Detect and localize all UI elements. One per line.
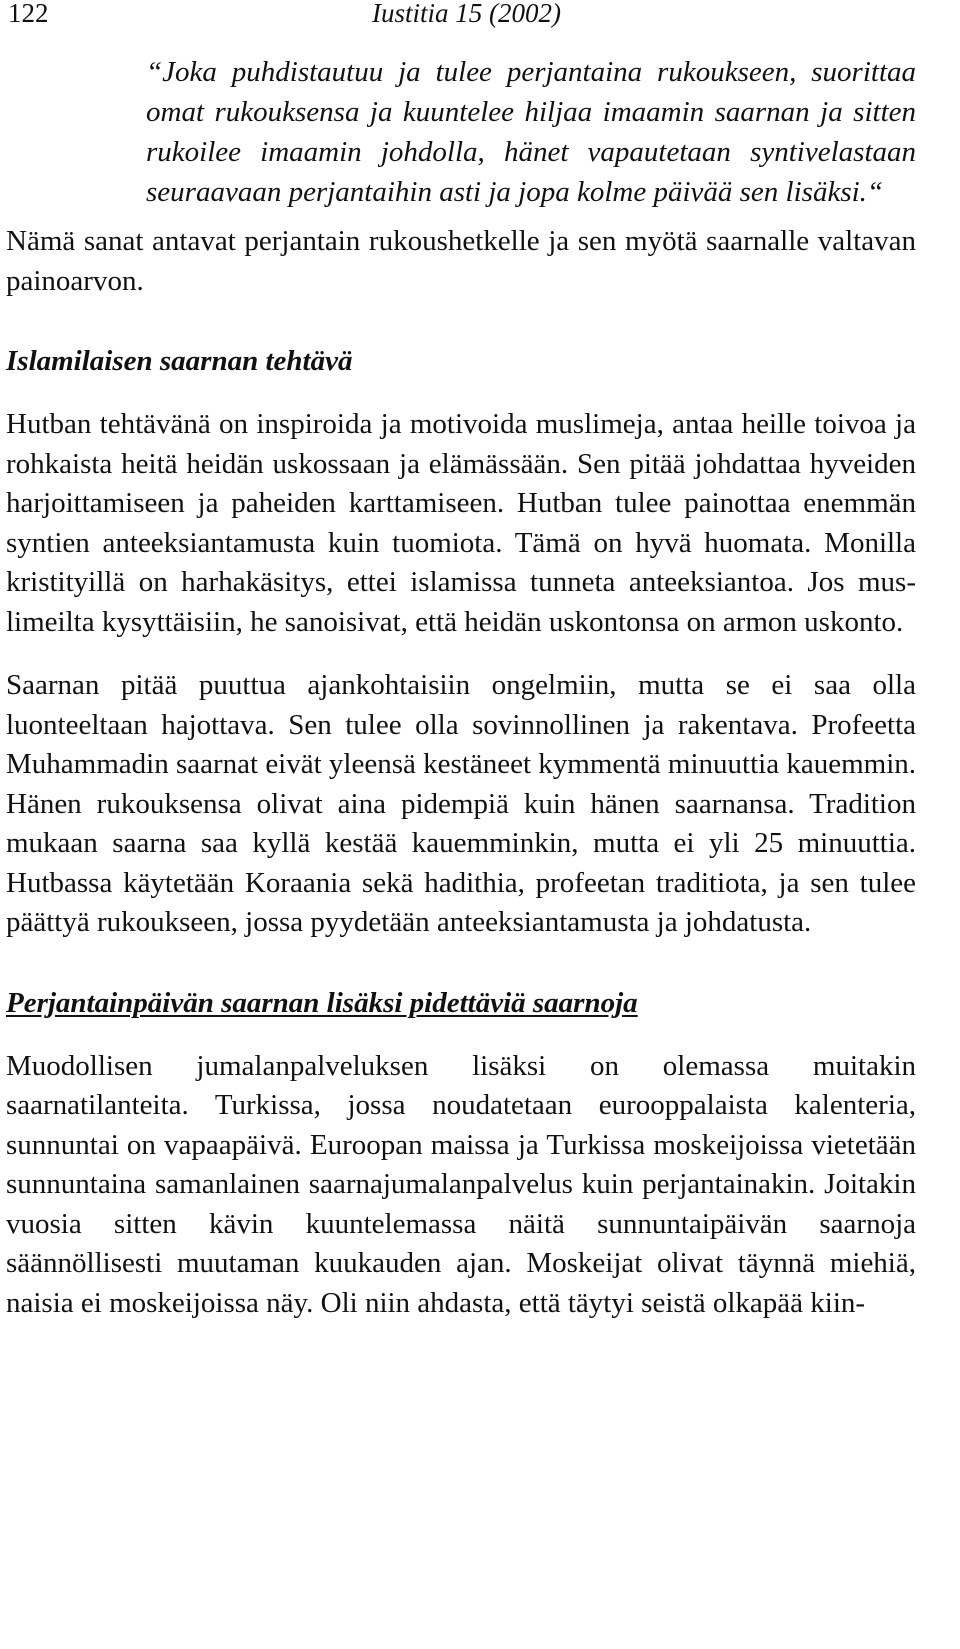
section1-paragraph-2: Saarnan pitää puuttua ajankohtaisiin ongelmiin, mutta se ei saa olla luonteeltaan hajottava. Sen tulee olla sovinnollinen ja rakentava. Profeetta Muhammadin saarnat eivät yleensä kestäneet kymmentä minuuttia kauemmin. Hänen rukouksensa olivat aina pidempiä kuin hänen saarnansa. Tradition mukaan saarna saa kyllä kestää kauemminkin, mutta ei yli 25 minuuttia. Hutbassa käytetään Koraania sekä hadithia, profeetan traditiota, ja sen tulee päättyä rukoukseen, jossa pyydetään anteeksiantamusta ja johdatusta. xyxy=(6,669,917,938)
section-heading-2: Perjantainpäivän saarnan lisäksi pidettäviä saarnoja xyxy=(6,986,638,1019)
block-quote: “Joka puhdistautuu ja tulee perjantaina rukoukseen, suorittaa omat rukouksensa ja kuuntelee hiljaa imaamin saarnan ja sitten rukoilee imaamin johdolla, hänet vapautetaan syntivelastaan seuraavaan perjantaihin asti ja jopa kolme päivää sen lisäksi.“ xyxy=(146,56,916,208)
intro-paragraph: Nämä sanat antavat perjantain rukoushetkelle ja sen myötä saarnalle valtavan painoarvon. xyxy=(6,225,916,297)
body-text xyxy=(6,52,916,1323)
section1-paragraph-1: Hutban tehtävänä on inspiroida ja motivoida muslimeja, antaa heille toivoa ja rohkaista heitä heidän uskossaan ja elämässään. Sen pitää johdattaa hyveiden harjoittamiseen ja paheiden karttamiseen. Hutban tulee painottaa enemmän syntien anteeksiantamusta kuin tuomiota. Tämä on hyvä huomata. Monilla kristityillä on harhakäsitys, ettei islamissa tunneta anteeksiantoa. Jos muslimeilta kysyttäisiin, he sanoisivat, että heidän uskontonsa on armon uskonto. xyxy=(6,408,916,638)
section-heading-1: Islamilaisen saarnan tehtävä xyxy=(6,345,353,377)
running-header xyxy=(0,0,960,36)
section2-paragraph-1: Muodollisen jumalanpalveluksen lisäksi on olemassa muitakin saarnatilanteita. Turkissa, jossa noudatetaan eurooppalaista kalenteria, sunnuntai on vapaapäivä. Euroopan maissa ja Turkissa moskeijoissa vietetään sunnuntaina samanlainen saarnajumalanpalvelus kuin perjantainakin. Joitakin vuosia sitten kävin kuuntelemassa näitä sunnuntaipäivän saarnoja säännöllisesti muutaman kuukauden ajan. Moskeijat olivat täynnä miehiä, naisia ei moskeijoissa näy. Oli niin ahdasta, että täytyi seistä olkapää kiin- xyxy=(6,1049,916,1319)
journal-title: Iustitia 15 (2002) xyxy=(372,0,561,28)
page-number: 122 xyxy=(8,0,49,28)
